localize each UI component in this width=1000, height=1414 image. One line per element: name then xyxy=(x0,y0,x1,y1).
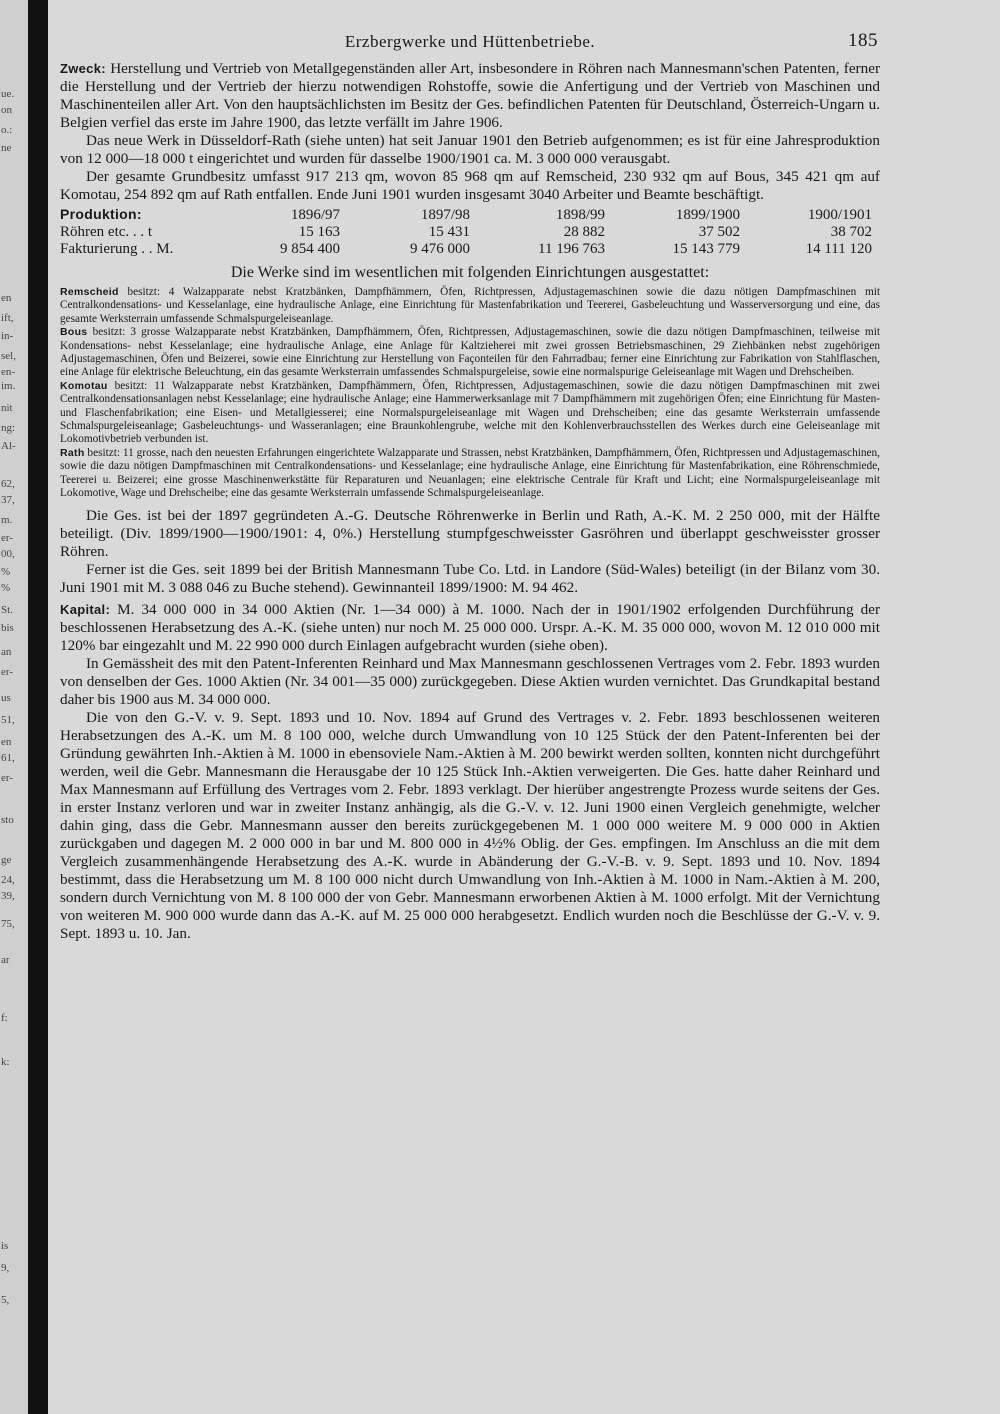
margin-fragment: o.: xyxy=(1,124,13,136)
margin-fragment: in- xyxy=(1,330,14,342)
werk-remscheid xyxy=(60,286,880,326)
margin-fragment: 9, xyxy=(1,1262,10,1274)
margin-fragment: sto xyxy=(1,814,14,826)
zweck-paragraph-3: Der gesamte Grundbesitz umfasst 917 213 qm, wovon 85 968 qm auf Remscheid, 230 932 qm auf Bous, 345 421 qm auf Komotau, 254 892 qm auf Rath entfallen. Ende Juni 1901 wurden insgesamt 3040 Arbeiter und Beamte beschäftigt. xyxy=(60,168,880,203)
werk-bous xyxy=(60,326,880,380)
margin-fragment: er- xyxy=(1,772,13,784)
margin-fragment: 51, xyxy=(1,714,15,726)
margin-fragment: 24, xyxy=(1,874,15,886)
year-cell: 1899/1900 xyxy=(675,206,740,223)
value-cell: 9 854 400 xyxy=(280,241,340,257)
value-cell: 28 882 xyxy=(563,224,605,240)
beteiligung-section xyxy=(60,507,880,597)
margin-fragment: 00, xyxy=(1,548,15,560)
running-head xyxy=(60,28,880,60)
margin-fragment: ift, xyxy=(1,312,14,324)
zweck-text: Herstellung und Vertrieb von Metallgegenständen aller Art, insbesondere in Röhren nach Mannesmann'schen Patenten, ferner die Herstellung und der Vertrieb der hierzu notwendigen Rohstoffe, sowie die Anfertigung und der Vertrieb von Maschinen und Maschinenteilen aller Art. Von den hauptsächlichsten im Besitz der Ges. befindlichen Patenten für Deutschland, Österreich-Ungarn u. Belgien verfiel das erste im Jahre 1900, das letzte verfällt im Jahre 1906. xyxy=(60,60,881,131)
margin-fragment: ar xyxy=(1,954,10,966)
margin-fragment: us xyxy=(1,692,11,704)
margin-fragment: 5, xyxy=(1,1294,10,1306)
produktion-table xyxy=(60,206,872,258)
value-cell: 15 163 xyxy=(298,224,340,240)
margin-fragment: en xyxy=(1,292,12,304)
margin-fragment: 39, xyxy=(1,890,15,902)
value-cell: 15 143 779 xyxy=(672,241,740,257)
werke-section xyxy=(60,286,880,501)
value-cell: 15 431 xyxy=(428,224,470,240)
year-cell: 1900/1901 xyxy=(807,206,872,223)
werk-label: Remscheid xyxy=(60,286,119,298)
margin-fragment: ne xyxy=(1,142,12,154)
value-cell: 14 111 120 xyxy=(805,241,872,257)
margin-fragment: on xyxy=(1,104,12,116)
margin-fragment: an xyxy=(1,646,12,658)
document-page xyxy=(60,28,880,943)
werk-text: besitzt: 4 Walzapparate nebst Kratzbänken, Dampfhämmern, Öfen, Richtpressen, Adjustagemaschinen sowie die dazu nötigen Dampfmaschinen mit Centralkondensations- und Kesselanlage, eine hydraulische Anlage, eine Einrichtung für Mastenfabrikation und Teererei, Gasbeleuchtung und Wasserversorgung und eine, das gesamte Werksterrain umfassende Schmalspurgeleiseanlage. xyxy=(60,286,881,325)
row-label: Fakturierung . . M. xyxy=(60,241,174,257)
margin-fragment: im. xyxy=(1,380,16,392)
margin-fragment: ue. xyxy=(1,88,15,100)
margin-fragment: ng: xyxy=(1,422,16,434)
kapital-section xyxy=(60,601,880,943)
kapital-text: M. 34 000 000 in 34 000 Aktien (Nr. 1—34 000) à M. 1000. Nach der in 1901/1902 erfolgenden Durchführung der beschlossenen Herabsetzung des A.-K. (siehe unten) nur noch M. 25 000 000. Urspr. A.-K. M. 35 000 000, wovon M. 12 010 000 mit 120% bar eingezahlt und M. 22 990 000 durch Einlagen aufgebracht wurden (siehe oben). xyxy=(60,600,881,654)
left-margin-fragments xyxy=(0,0,28,1414)
margin-fragment: 61, xyxy=(1,752,15,764)
produktion-row-roehren xyxy=(60,224,872,241)
margin-fragment: ge xyxy=(1,854,12,866)
werke-intro: Die Werke sind im wesentlichen mit folgenden Einrichtungen ausgestattet: xyxy=(230,264,710,281)
werk-label: Bous xyxy=(60,326,88,339)
margin-fragment: m. xyxy=(1,514,13,526)
margin-fragment: 62, xyxy=(1,478,15,490)
running-head-title: Erzbergwerke und Hüttenbetriebe. xyxy=(344,32,596,51)
year-cell: 1897/98 xyxy=(420,206,470,223)
beteiligung-paragraph-1: Die Ges. ist bei der 1897 gegründeten A.-G. Deutsche Röhrenwerke in Berlin und Rath, A.-K. M. 2 250 000, mit der Hälfte beteiligt. (Div. 1899/1900—1900/1901: 4, 0%.) Herstellung stumpfgeschweisster Gasröhren und überlappt geschweisster grosser Röhren. xyxy=(60,506,880,560)
value-cell: 37 502 xyxy=(698,224,740,240)
margin-fragment: % xyxy=(1,566,11,578)
werk-text: besitzt: 3 grosse Walzapparate nebst Kratzbänken, Dampfhämmern, Öfen, Richtpressen, Adjustagemaschinen, sowie die dazu nötigen Dampfmaschinen, teilweise mit Kondensations- nebst Kesselanlage; eine hydraulische Anlage, eine Anlage für Kaltzieherei mit zwei grossen Betriebsmaschinen, 29 Ziehbänken nebst zugehörigen Adjustagemaschinen, Öfen und Beizerei, sowie eine Einrichtung zur Herstellung von Façonteilen für den Fahrradbau; ferner eine Einrichtung zur Fabrikation von Stahlflaschen, eine Anlage für elektrische Beleuchtung, ein das gesamte Werksterrain umfassendes Schmalspurgeleise, sowie eine normalspurige Geleiseanlage mit Wagen und Drehscheiben. xyxy=(60,326,881,379)
year-cell: 1898/99 xyxy=(555,206,605,223)
margin-fragment: nit xyxy=(1,402,13,414)
kapital-paragraph-2: In Gemässheit des mit den Patent-Inferenten Reinhard und Max Mannesmann geschlossenen Vertrages vom 2. Febr. 1893 wurden von denselben der Ges. 1000 Aktien (Nr. 34 001—35 000) zurückgegeben. Diese Aktien wurden vernichtet. Das Grundkapital bestand daher bis 1900 aus M. 34 000 000. xyxy=(60,654,880,708)
margin-fragment: f: xyxy=(1,1012,8,1024)
werk-komotau xyxy=(60,380,880,447)
margin-fragment: k: xyxy=(1,1056,10,1068)
value-cell: 38 702 xyxy=(830,224,872,240)
zweck-paragraph-2: Das neue Werk in Düsseldorf-Rath (siehe unten) hat seit Januar 1901 den Betrieb aufgenommen; es ist für eine Jahresproduktion von 12 000—18 000 t eingerichtet und wurden für dasselbe 1900/1901 ca. M. 3 000 000 verausgabt. xyxy=(60,132,880,167)
zweck-label: Zweck: xyxy=(60,61,106,76)
produktion-label: Produktion: xyxy=(60,206,142,222)
kapital-paragraph-3: Die von den G.-V. v. 9. Sept. 1893 und 10. Nov. 1894 auf Grund des Vertrages v. 2. Febr. 1893 beschlossenen weiteren Herabsetzungen des A.-K. um M. 8 100 000, welche durch Umwandlung von 10 125 Stück der den Patent-Inferenten bei der Gründung gewährten Inh.-Aktien à M. 1000 in ebensoviele Nam.-Aktien à M. 200 bewirkt werden sollten, konnten nicht durchgeführt werden, weil die Gebr. Mannesmann die Herausgabe der 10 125 Stück Inh.-Aktien verweigerten. Die Ges. hatte daher Reinhard und Max Mannesmann auf Erfüllung des Vertrages vom 2. Febr. 1893 verklagt. Der hierüber angestrengte Prozess wurde seitens der Ges. in erster Instanz verloren und war in zweiter Instanz anhängig, als die G.-V. v. 12. Juni 1900 einen Vergleich genehmigte, welcher dahin ging, dass die Gebr. Mannesmann ausser den bereits zurückgegebenen M. 1 000 000 weitere M. 9 000 000 in Aktien zurückgaben und dagegen M. 2 000 000 in bar und M. 800 000 in 4½% Oblig. der Ges. empfingen. Im Anschluss an die mit dem Vergleich zusammenhängende Herabsetzung des A.-K. wurde in Abänderung der G.-V.-B. v. 9. Sept. 1893 und 10. Nov. 1894 bestimmt, dass die Herabsetzung um M. 8 100 000 nicht durch Umwandlung von Inh.-Aktien à M. 1000 in Nam.-Aktien à M. 200, sondern durch Vernichtung von M. 8 100 000 der von Gebr. Mannesmann erworbenen Aktien à M. 1000 erfolgt. Mit der Vernichtung von weiteren M. 900 000 wurde dann das A.-K. auf M. 25 000 000 herabgesetzt. Endlich wurden noch die Beschlüsse der G.-V. v. 9. Sept. 1893 u. 10. Jan. xyxy=(60,708,880,942)
margin-fragment: Al- xyxy=(1,440,16,452)
value-cell: 9 476 000 xyxy=(410,241,470,257)
row-label: Röhren etc. . . t xyxy=(60,224,153,240)
margin-fragment: St. xyxy=(1,604,13,616)
margin-fragment: bis xyxy=(1,622,14,634)
page-number: 185 xyxy=(848,30,878,51)
margin-fragment: sel, xyxy=(1,350,16,362)
value-cell: 11 196 763 xyxy=(538,241,605,257)
book-spine-shadow xyxy=(28,0,48,1414)
werk-label: Komotau xyxy=(60,379,108,392)
produktion-header-row xyxy=(60,206,872,224)
margin-fragment: 37, xyxy=(1,494,15,506)
werk-rath xyxy=(60,447,880,501)
kapital-label: Kapital: xyxy=(60,601,111,617)
kapital-paragraph xyxy=(60,601,880,655)
margin-fragment: en- xyxy=(1,366,16,378)
zweck-section xyxy=(60,60,880,204)
margin-fragment: 75, xyxy=(1,918,15,930)
year-cell: 1896/97 xyxy=(290,206,340,223)
zweck-paragraph xyxy=(60,60,880,132)
margin-fragment: er- xyxy=(1,666,13,678)
margin-fragment: is xyxy=(1,1240,9,1252)
produktion-row-fakturierung xyxy=(60,241,872,258)
margin-fragment: % xyxy=(1,582,11,594)
beteiligung-paragraph-2: Ferner ist die Ges. seit 1899 bei der British Mannesmann Tube Co. Ltd. in Landore (Süd-Wales) beteiligt (in der Bilanz vom 30. Juni 1901 mit M. 3 088 046 zu Buche stehend). Gewinnanteil 1899/1900: M. 94 462. xyxy=(60,560,880,596)
werk-label: Rath xyxy=(60,446,85,459)
margin-fragment: en xyxy=(1,736,12,748)
margin-fragment: er- xyxy=(1,532,13,544)
werk-text: besitzt: 11 grosse, nach den neuesten Erfahrungen eingerichtete Walzapparate und Strassen, nebst Kratzbänken, Dampfhämmern, Öfen, Richtpressen und Adjustagemaschinen, sowie die dazu nötigen Dampfmaschinen mit Centralkondensations- und Kesselanlage; eine hydraulische Anlage, eine Einrichtung für Mastenfabrikation, eine Röhrenschmiede, Teererei u. Beizerei; eine grosse Maschinenwerkstätte für Reparaturen und Neuanlagen; eine elektrische Centrale für Kraft und Licht; eine Normalspurgeleiseanlage mit Lokomotive, Wage und Drehscheibe; eine das gesamte Werksterrain umfassende Schmalspurgeleiseanlage. xyxy=(60,446,880,500)
werk-text: besitzt: 11 Walzapparate nebst Kratzbänken, Dampfhämmern, Öfen, Richtpressen, Adjustagemaschinen, sowie die dazu nötigen Dampfmaschinen mit zwei Centralkondensationsanlagen nebst Kesselanlage; eine hydraulische Anlage; eine Hammerwerksanlage mit 7 Dampfhämmern mit zugehörigen Öfen; eine Einrichtung für Masten- und Flaschenfabrikation; eine Eisen- und Metallgiesserei; eine Normalspurgeleiseanlage mit Wagen und Drehscheiben; eine das gesamte Werksterrain umfassende Schmalspurgeleiseanlage; Gasbeleuchtungs- und Wasseranlagen; eine Braunkohlengrube, welche mit den Kohlenverbrauchsstellen des Werkes durch eine Geleiseanlage mit Lokomotivbetrieb verbunden ist. xyxy=(60,379,880,446)
